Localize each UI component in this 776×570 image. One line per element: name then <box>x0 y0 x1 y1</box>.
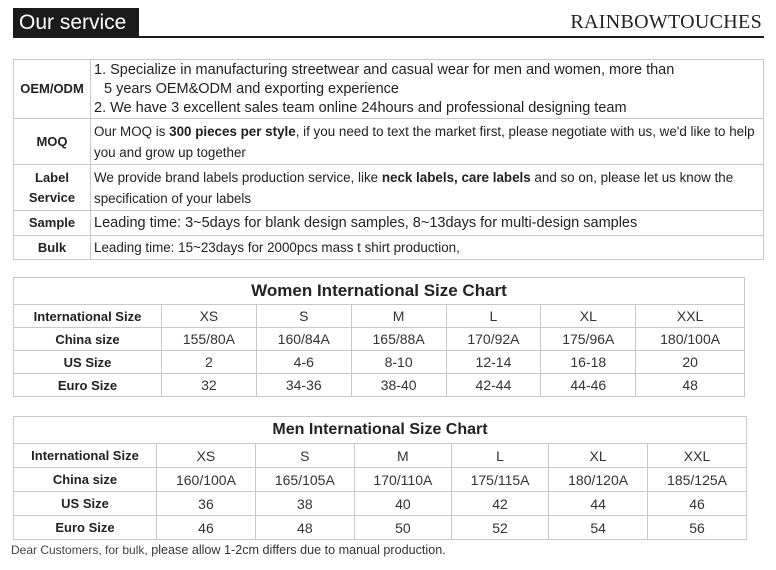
table-cell: XS <box>157 444 256 468</box>
service-text-oem <box>91 60 764 119</box>
footnote-part-1: Dear Customers, for bulk, <box>11 543 148 557</box>
row-header: International Size <box>14 305 162 328</box>
table-cell: S <box>255 444 354 468</box>
men-size-chart <box>13 416 747 540</box>
table-cell: 175/96A <box>541 328 636 351</box>
table-cell: 38-40 <box>351 374 446 397</box>
service-label-oem: OEM/ODM <box>14 60 91 119</box>
service-row-moq <box>14 119 764 165</box>
table-row <box>14 351 745 374</box>
label-service-line-2: Service <box>28 189 76 205</box>
header-rule <box>139 36 764 38</box>
table-row <box>14 468 747 492</box>
header-title: Our service <box>19 11 127 34</box>
service-text-sample: Leading time: 3~5days for blank design samples, 8~13days for multi-design samples <box>91 211 764 236</box>
table-cell: 180/120A <box>549 468 648 492</box>
footnote-part-2: please allow 1-2cm differs due to manual production. <box>147 543 446 557</box>
table-cell: 160/100A <box>157 468 256 492</box>
table-cell: 160/84A <box>256 328 351 351</box>
service-row-bulk <box>14 236 764 260</box>
header-title-bar <box>13 8 139 38</box>
table-row <box>14 492 747 516</box>
women-size-chart <box>13 277 745 397</box>
men-chart-caption: Men International Size Chart <box>14 417 747 444</box>
table-cell: 40 <box>354 492 451 516</box>
table-cell: XXL <box>636 305 745 328</box>
section-header <box>13 8 764 38</box>
oem-line-3: 2. We have 3 excellent sales team online 24hours and professional designing team <box>94 99 627 116</box>
table-cell: XL <box>549 444 648 468</box>
oem-line-1: 1. Specialize in manufacturing streetwear and casual wear for men and women, more than <box>94 61 675 78</box>
row-header: China size <box>14 328 162 351</box>
table-cell: 42-44 <box>446 374 541 397</box>
table-cell: 48 <box>255 516 354 540</box>
table-row <box>14 516 747 540</box>
service-label-bulk: Bulk <box>14 236 91 260</box>
service-text-bulk: Leading time: 15~23days for 2000pcs mass t shirt production, <box>91 236 764 260</box>
table-cell: 38 <box>255 492 354 516</box>
moq-text-bold: 300 pieces per style <box>169 123 296 139</box>
table-cell: 46 <box>648 492 747 516</box>
table-cell: 185/125A <box>648 468 747 492</box>
service-row-label <box>14 165 764 211</box>
table-cell: 34-36 <box>256 374 351 397</box>
table-cell: 36 <box>157 492 256 516</box>
table-cell: XS <box>162 305 257 328</box>
table-cell: 8-10 <box>351 351 446 374</box>
service-table <box>13 59 764 260</box>
table-cell: 170/92A <box>446 328 541 351</box>
table-cell: 155/80A <box>162 328 257 351</box>
label-text-bold: neck labels, care labels <box>381 169 531 185</box>
row-header: Euro Size <box>14 374 162 397</box>
table-cell: 16-18 <box>541 351 636 374</box>
label-service-line-1: Label <box>35 169 69 185</box>
row-header: China size <box>14 468 157 492</box>
table-cell: L <box>446 305 541 328</box>
service-text-moq <box>91 119 764 165</box>
table-cell: XXL <box>648 444 747 468</box>
table-row <box>14 444 747 468</box>
table-cell: XL <box>541 305 636 328</box>
row-header: International Size <box>14 444 157 468</box>
table-row <box>14 374 745 397</box>
table-cell: 4-6 <box>256 351 351 374</box>
service-text-label <box>91 165 764 211</box>
table-cell: M <box>354 444 451 468</box>
table-cell: M <box>351 305 446 328</box>
table-cell: 180/100A <box>636 328 745 351</box>
service-row-sample <box>14 211 764 236</box>
table-cell: 42 <box>451 492 548 516</box>
oem-line-2: 5 years OEM&ODM and exporting experience <box>104 80 399 97</box>
label-text-post: and so on, please let us know the specification of your labels <box>94 169 734 206</box>
women-chart-caption-row <box>14 278 745 305</box>
brand-name: RAINBOWTOUCHES <box>570 11 762 33</box>
table-cell: L <box>451 444 548 468</box>
men-chart-caption-row <box>14 417 747 444</box>
footnote <box>11 543 446 557</box>
table-cell: 46 <box>157 516 256 540</box>
table-cell: 56 <box>648 516 747 540</box>
table-cell: 32 <box>162 374 257 397</box>
table-cell: S <box>256 305 351 328</box>
table-cell: 44 <box>549 492 648 516</box>
table-cell: 50 <box>354 516 451 540</box>
moq-text-post: , if you need to text the market first, please negotiate with us, we'd like to help you and grow up together <box>94 123 755 160</box>
table-cell: 175/115A <box>451 468 548 492</box>
table-row <box>14 305 745 328</box>
table-row <box>14 328 745 351</box>
table-cell: 2 <box>162 351 257 374</box>
service-row-oem <box>14 60 764 119</box>
service-label-label-service <box>14 165 91 211</box>
table-cell: 20 <box>636 351 745 374</box>
moq-text-pre: Our MOQ is <box>94 123 170 139</box>
table-cell: 48 <box>636 374 745 397</box>
table-cell: 165/105A <box>255 468 354 492</box>
table-cell: 12-14 <box>446 351 541 374</box>
row-header: US Size <box>14 351 162 374</box>
service-label-moq: MOQ <box>14 119 91 165</box>
women-chart-caption: Women International Size Chart <box>14 278 745 305</box>
table-cell: 165/88A <box>351 328 446 351</box>
table-cell: 54 <box>549 516 648 540</box>
table-cell: 170/110A <box>354 468 451 492</box>
row-header: US Size <box>14 492 157 516</box>
row-header: Euro Size <box>14 516 157 540</box>
table-cell: 44-46 <box>541 374 636 397</box>
label-text-pre: We provide brand labels production service, like <box>94 169 382 185</box>
service-label-sample: Sample <box>14 211 91 236</box>
table-cell: 52 <box>451 516 548 540</box>
